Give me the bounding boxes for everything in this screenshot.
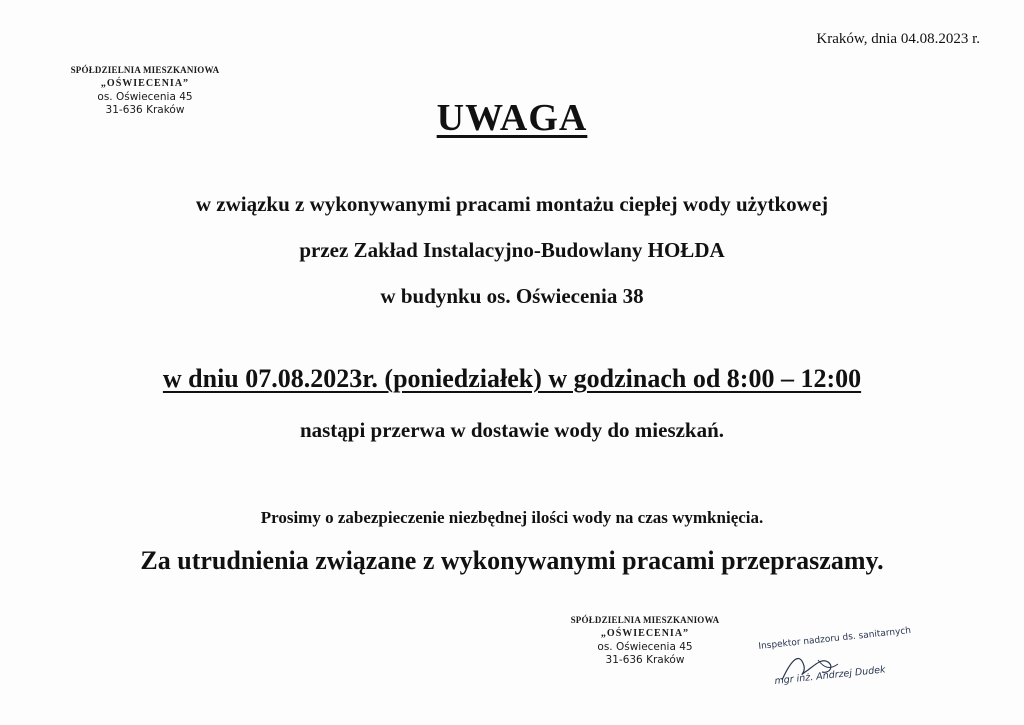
stamp-address-street: os. Oświecenia 45: [597, 641, 693, 653]
signature-role: Inspektor nadzoru ds. sanitarnych: [758, 625, 912, 652]
inspector-signature: [758, 625, 918, 702]
notice-line-apology: Za utrudnienia związane z wykonywanymi pracami przepraszamy.: [140, 546, 884, 575]
date-line: Kraków, dnia 04.08.2023 r.: [816, 31, 980, 47]
notice-line-request: Prosimy o zabezpieczenie niezbędnej ilości wody na czas wymknięcia.: [260, 508, 764, 527]
stamp-address-street: os. Oświecenia 45: [97, 91, 193, 103]
notice-line-water-outage: nastąpi przerwa w dostawie wody do mieszkań.: [299, 418, 725, 442]
notice-line-date-time: [0, 364, 1024, 394]
stamp-cooperative-name: „OŚWIECENIA”: [600, 628, 690, 639]
notice-line-building: w budynku os. Oświecenia 38: [380, 284, 644, 308]
notice-title-text: UWAGA: [436, 97, 588, 139]
stamp-address-city: 31-636 Kraków: [605, 654, 685, 666]
notice-line-contractor: przez Zakład Instalacyjno-Budowlany HOŁDA: [299, 238, 725, 262]
notice-date-time-text: w dniu 07.08.2023r. (poniedziałek) w godzinach od 8:00 – 12:00: [162, 364, 862, 393]
stamp-org-name: SPÓŁDZIELNIA MIESZKANIOWA: [570, 615, 720, 625]
notice-line-works: w związku z wykonywanymi pracami montażu ciepłej wody użytkowej: [195, 192, 829, 216]
stamp-address-city: 31-636 Kraków: [105, 104, 185, 116]
stamp-cooperative-name: „OŚWIECENIA”: [100, 78, 190, 89]
notice-title: [0, 96, 1024, 140]
signature-person: mgr inż. Andrzej Dudek: [774, 664, 887, 687]
stamp-org-name: SPÓŁDZIELNIA MIESZKANIOWA: [70, 65, 220, 75]
cooperative-stamp-bottom: [560, 613, 730, 667]
